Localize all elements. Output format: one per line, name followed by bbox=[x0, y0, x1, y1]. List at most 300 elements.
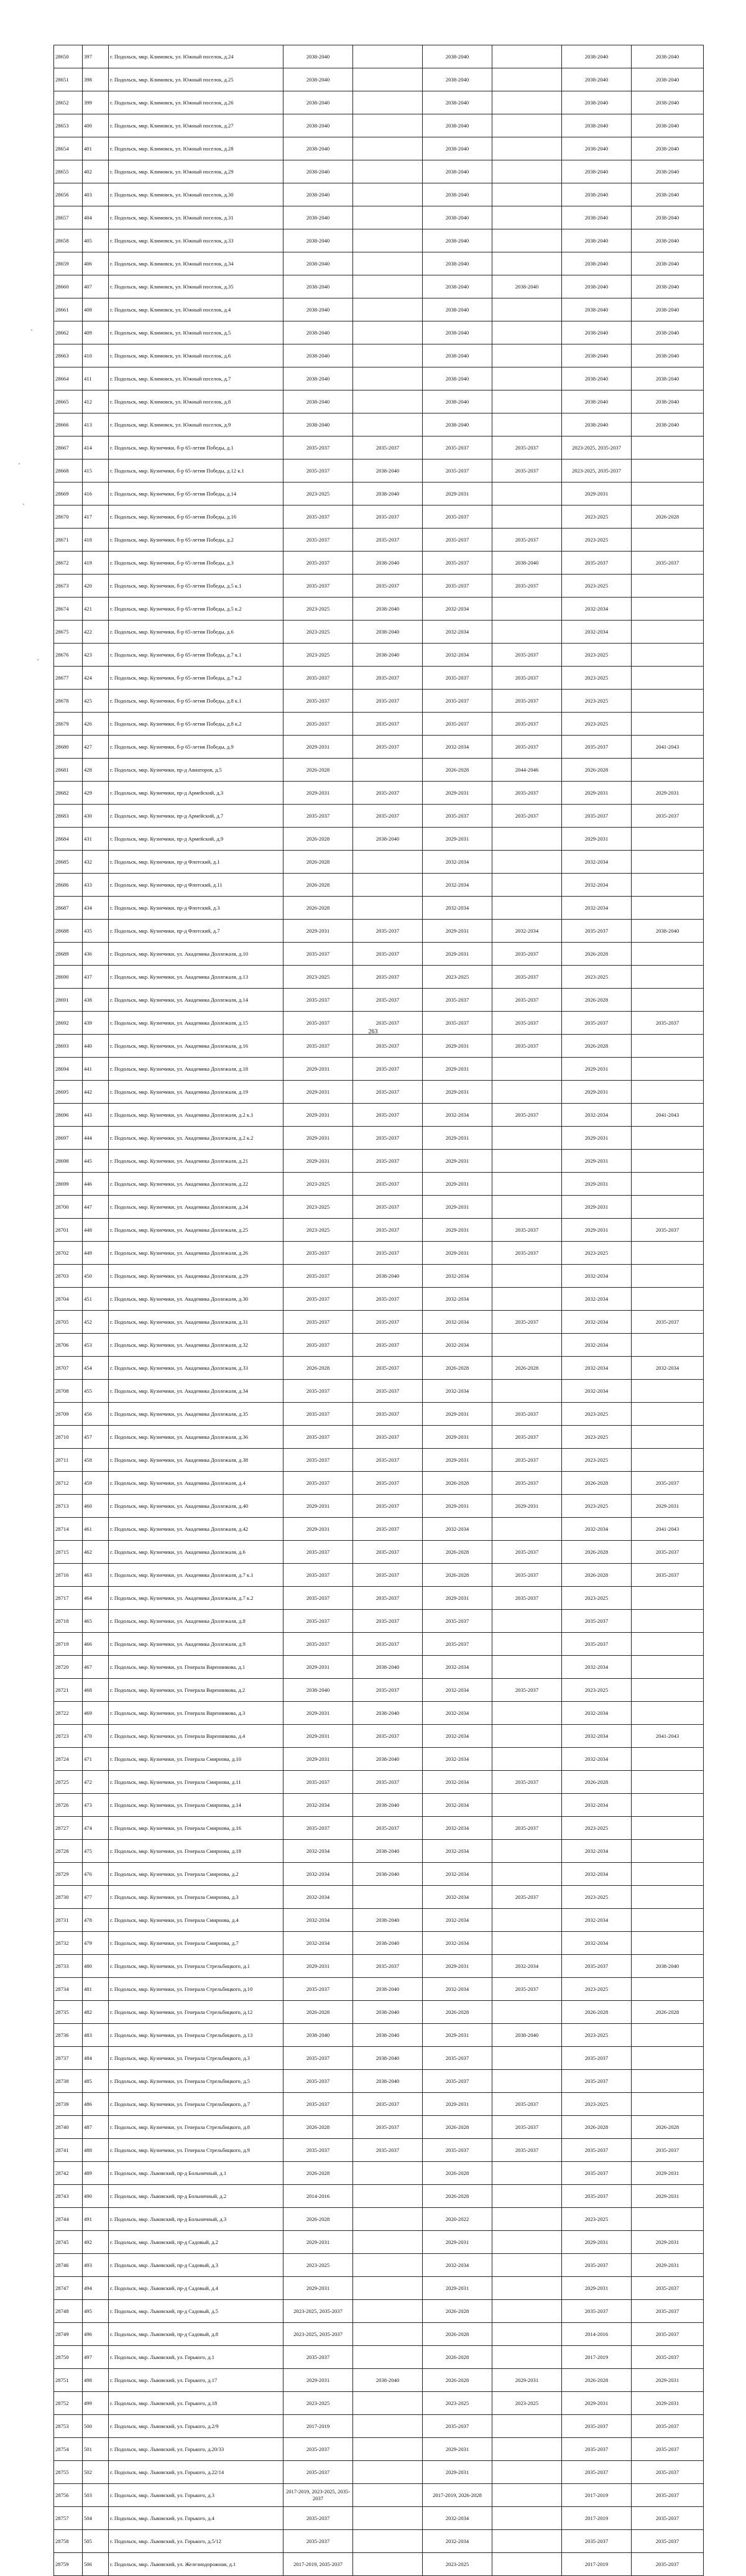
row-number-cell: 422 bbox=[83, 621, 109, 644]
row-id-cell: 28652 bbox=[54, 91, 83, 114]
row-number-cell: 398 bbox=[83, 68, 109, 91]
period-1-cell: 2035-2037 bbox=[283, 506, 353, 529]
address-cell: г. Подольск, мкр. Климовск, ул. Южный поселок, д.30 bbox=[109, 183, 283, 206]
period-2-cell: 2035-2037 bbox=[353, 782, 423, 805]
period-6-cell bbox=[632, 1127, 704, 1150]
address-cell: г. Подольск, мкр. Львовский, пр-д Садовый, д.4 bbox=[109, 2277, 283, 2300]
period-4-cell bbox=[492, 2277, 562, 2300]
period-6-cell: 2038-2040 bbox=[632, 160, 704, 183]
period-5-cell: 2035-2037 bbox=[562, 2139, 632, 2162]
address-cell: г. Подольск, мкр. Климовск, ул. Южный поселок, д.8 bbox=[109, 390, 283, 413]
row-id-cell: 28750 bbox=[54, 2346, 83, 2369]
period-3-cell: 2032-2034 bbox=[423, 1886, 492, 1909]
row-id-cell: 28728 bbox=[54, 1840, 83, 1863]
period-3-cell: 2026-2028 bbox=[423, 2346, 492, 2369]
row-id-cell: 28745 bbox=[54, 2231, 83, 2254]
period-3-cell: 2032-2034 bbox=[423, 598, 492, 621]
table-row bbox=[54, 575, 704, 598]
period-2-cell: 2035-2037 bbox=[353, 575, 423, 598]
period-6-cell bbox=[632, 1196, 704, 1219]
row-number-cell: 405 bbox=[83, 229, 109, 252]
period-3-cell: 2032-2034 bbox=[423, 2530, 492, 2553]
period-3-cell: 2038-2040 bbox=[423, 252, 492, 275]
row-number-cell: 485 bbox=[83, 2070, 109, 2093]
period-3-cell: 2035-2037 bbox=[423, 575, 492, 598]
period-6-cell bbox=[632, 1150, 704, 1173]
period-6-cell: 2041-2043 bbox=[632, 1518, 704, 1541]
table-row bbox=[54, 2369, 704, 2392]
period-5-cell: 2026-2028 bbox=[562, 1035, 632, 1058]
period-2-cell: 2035-2037 bbox=[353, 1449, 423, 1472]
period-4-cell: 2038-2040 bbox=[492, 2024, 562, 2047]
period-3-cell: 2029-2031 bbox=[423, 1426, 492, 1449]
period-6-cell: 2029-2031 bbox=[632, 2185, 704, 2208]
address-cell: г. Подольск, мкр. Климовск, ул. Южный поселок, д.34 bbox=[109, 252, 283, 275]
table-row bbox=[54, 206, 704, 229]
period-1-cell: 2026-2028 bbox=[283, 874, 353, 897]
row-id-cell: 28752 bbox=[54, 2392, 83, 2415]
table-row bbox=[54, 1564, 704, 1587]
period-2-cell: 2035-2037 bbox=[353, 1357, 423, 1380]
row-id-cell: 28700 bbox=[54, 1196, 83, 1219]
period-3-cell: 2026-2028 bbox=[423, 2185, 492, 2208]
period-5-cell: 2038-2040 bbox=[562, 413, 632, 436]
period-3-cell: 2032-2034 bbox=[423, 1288, 492, 1311]
period-5-cell: 2032-2034 bbox=[562, 874, 632, 897]
period-6-cell: 2038-2040 bbox=[632, 45, 704, 68]
period-6-cell bbox=[632, 1886, 704, 1909]
period-6-cell: 2041-2043 bbox=[632, 1104, 704, 1127]
table-row bbox=[54, 2323, 704, 2346]
period-1-cell: 2029-2031 bbox=[283, 1955, 353, 1978]
period-5-cell: 2029-2031 bbox=[562, 1081, 632, 1104]
period-5-cell: 2032-2034 bbox=[562, 1656, 632, 1679]
period-4-cell: 2035-2037 bbox=[492, 690, 562, 713]
address-cell: г. Подольск, мкр. Кузнечики, пр-д Флотский, д.3 bbox=[109, 897, 283, 920]
address-cell: г. Подольск, мкр. Львовский, ул. Горького, д.5/12 bbox=[109, 2530, 283, 2553]
period-6-cell: 2038-2040 bbox=[632, 91, 704, 114]
period-4-cell: 2023-2025 bbox=[492, 2392, 562, 2415]
period-3-cell: 2029-2031 bbox=[423, 1173, 492, 1196]
period-6-cell: 2029-2031 bbox=[632, 2231, 704, 2254]
period-4-cell bbox=[492, 2461, 562, 2484]
period-2-cell: 2038-2040 bbox=[353, 1909, 423, 1932]
row-number-cell: 419 bbox=[83, 552, 109, 575]
period-1-cell: 2035-2037 bbox=[283, 1403, 353, 1426]
address-cell: г. Подольск, мкр. Кузнечики, ул. Академика Доллежаля, д.31 bbox=[109, 1311, 283, 1334]
period-2-cell bbox=[353, 851, 423, 874]
period-5-cell: 2038-2040 bbox=[562, 68, 632, 91]
period-5-cell: 2035-2037 bbox=[562, 920, 632, 943]
row-id-cell: 28715 bbox=[54, 1541, 83, 1564]
period-3-cell: 2035-2037 bbox=[423, 667, 492, 690]
period-2-cell bbox=[353, 2300, 423, 2323]
period-1-cell: 2023-2025 bbox=[283, 2392, 353, 2415]
period-5-cell: 2029-2031 bbox=[562, 2231, 632, 2254]
row-id-cell: 28676 bbox=[54, 644, 83, 667]
table-row bbox=[54, 1541, 704, 1564]
address-cell: г. Подольск, мкр. Кузнечики, ул. Академика Доллежаля, д.35 bbox=[109, 1403, 283, 1426]
period-4-cell: 2035-2037 bbox=[492, 713, 562, 736]
period-2-cell: 2035-2037 bbox=[353, 1679, 423, 1702]
row-id-cell: 28651 bbox=[54, 68, 83, 91]
period-2-cell bbox=[353, 2553, 423, 2576]
period-4-cell bbox=[492, 1288, 562, 1311]
period-1-cell: 2035-2037 bbox=[283, 1449, 353, 1472]
period-2-cell: 2035-2037 bbox=[353, 1288, 423, 1311]
period-1-cell: 2038-2040 bbox=[283, 344, 353, 367]
row-id-cell: 28705 bbox=[54, 1311, 83, 1334]
period-5-cell: 2038-2040 bbox=[562, 137, 632, 160]
period-1-cell: 2029-2031 bbox=[283, 782, 353, 805]
address-cell: г. Подольск, мкр. Климовск, ул. Южный поселок, д.26 bbox=[109, 91, 283, 114]
period-1-cell: 2017-2019 bbox=[283, 2415, 353, 2438]
row-id-cell: 28749 bbox=[54, 2323, 83, 2346]
period-1-cell: 2035-2037 bbox=[283, 2047, 353, 2070]
period-2-cell: 2035-2037 bbox=[353, 1242, 423, 1265]
period-4-cell bbox=[492, 1863, 562, 1886]
address-cell: г. Подольск, мкр. Климовск, ул. Южный поселок, д.29 bbox=[109, 160, 283, 183]
period-2-cell bbox=[353, 321, 423, 344]
address-cell: г. Подольск, мкр. Кузнечики, ул. Генерала Варенникова, д.3 bbox=[109, 1702, 283, 1725]
period-6-cell bbox=[632, 759, 704, 782]
address-cell: г. Подольск, мкр. Климовск, ул. Южный поселок, д.33 bbox=[109, 229, 283, 252]
period-2-cell: 2038-2040 bbox=[353, 598, 423, 621]
row-id-cell: 28740 bbox=[54, 2116, 83, 2139]
period-4-cell: 2035-2037 bbox=[492, 1978, 562, 2001]
period-1-cell: 2035-2037 bbox=[283, 943, 353, 966]
row-id-cell: 28722 bbox=[54, 1702, 83, 1725]
period-2-cell bbox=[353, 91, 423, 114]
table-row bbox=[54, 2438, 704, 2461]
address-cell: г. Подольск, мкр. Кузнечики, ул. Генерала Стрельбицкого, д.7 bbox=[109, 2093, 283, 2116]
address-cell: г. Подольск, мкр. Кузнечики, ул. Генерала Стрельбицкого, д.1 bbox=[109, 1955, 283, 1978]
period-6-cell: 2035-2037 bbox=[632, 552, 704, 575]
period-2-cell: 2038-2040 bbox=[353, 2070, 423, 2093]
period-4-cell bbox=[492, 183, 562, 206]
period-1-cell: 2026-2028 bbox=[283, 1357, 353, 1380]
period-4-cell bbox=[492, 252, 562, 275]
table-row bbox=[54, 1196, 704, 1219]
row-number-cell: 439 bbox=[83, 1012, 109, 1035]
table-row bbox=[54, 736, 704, 759]
period-6-cell: 2038-2040 bbox=[632, 321, 704, 344]
period-5-cell: 2023-2025 bbox=[562, 575, 632, 598]
row-id-cell: 28694 bbox=[54, 1058, 83, 1081]
period-2-cell: 2035-2037 bbox=[353, 1817, 423, 1840]
period-6-cell: 2035-2037 bbox=[632, 1541, 704, 1564]
row-id-cell: 28718 bbox=[54, 1610, 83, 1633]
period-3-cell: 2029-2031 bbox=[423, 1196, 492, 1219]
row-id-cell: 28692 bbox=[54, 1012, 83, 1035]
row-id-cell: 28723 bbox=[54, 1725, 83, 1748]
period-6-cell bbox=[632, 2208, 704, 2231]
table-row bbox=[54, 252, 704, 275]
address-cell: г. Подольск, мкр. Львовский, ул. Горького, д.4 bbox=[109, 2507, 283, 2530]
address-cell: г. Подольск, мкр. Кузнечики, ул. Академика Доллежаля, д.10 bbox=[109, 943, 283, 966]
period-2-cell: 2038-2040 bbox=[353, 2024, 423, 2047]
period-6-cell: 2035-2037 bbox=[632, 1564, 704, 1587]
period-4-cell bbox=[492, 321, 562, 344]
table-row bbox=[54, 1242, 704, 1265]
row-number-cell: 401 bbox=[83, 137, 109, 160]
period-4-cell bbox=[492, 2438, 562, 2461]
period-5-cell: 2035-2037 bbox=[562, 552, 632, 575]
row-number-cell: 506 bbox=[83, 2553, 109, 2576]
period-4-cell: 2035-2037 bbox=[492, 1426, 562, 1449]
period-1-cell: 2026-2028 bbox=[283, 2162, 353, 2185]
address-cell: г. Подольск, мкр. Кузнечики, ул. Академика Доллежаля, д.19 bbox=[109, 1081, 283, 1104]
row-id-cell: 28753 bbox=[54, 2415, 83, 2438]
period-4-cell: 2035-2037 bbox=[492, 529, 562, 552]
row-number-cell: 431 bbox=[83, 828, 109, 851]
row-number-cell: 449 bbox=[83, 1242, 109, 1265]
period-4-cell bbox=[492, 390, 562, 413]
period-4-cell bbox=[492, 2208, 562, 2231]
period-5-cell: 2035-2037 bbox=[562, 1610, 632, 1633]
row-number-cell: 421 bbox=[83, 598, 109, 621]
row-id-cell: 28731 bbox=[54, 1909, 83, 1932]
period-3-cell: 2026-2028 bbox=[423, 1357, 492, 1380]
period-5-cell: 2026-2028 bbox=[562, 1771, 632, 1794]
period-1-cell: 2035-2037 bbox=[283, 2438, 353, 2461]
address-cell: г. Подольск, мкр. Львовский, ул. Горького, д.22/14 bbox=[109, 2461, 283, 2484]
table-row bbox=[54, 2277, 704, 2300]
period-1-cell: 2035-2037 bbox=[283, 1012, 353, 1035]
period-5-cell: 2026-2028 bbox=[562, 1541, 632, 1564]
row-id-cell: 28757 bbox=[54, 2507, 83, 2530]
period-4-cell: 2035-2037 bbox=[492, 2139, 562, 2162]
period-3-cell: 2026-2028 bbox=[423, 2162, 492, 2185]
period-2-cell: 2035-2037 bbox=[353, 1495, 423, 1518]
period-4-cell: 2035-2037 bbox=[492, 436, 562, 459]
table-row bbox=[54, 2208, 704, 2231]
table-row bbox=[54, 1426, 704, 1449]
row-number-cell: 461 bbox=[83, 1518, 109, 1541]
row-number-cell: 481 bbox=[83, 1978, 109, 2001]
row-id-cell: 28664 bbox=[54, 367, 83, 390]
row-number-cell: 499 bbox=[83, 2392, 109, 2415]
period-3-cell: 2038-2040 bbox=[423, 367, 492, 390]
period-3-cell: 2035-2037 bbox=[423, 2415, 492, 2438]
table-row bbox=[54, 1081, 704, 1104]
period-4-cell: 2038-2040 bbox=[492, 275, 562, 298]
address-cell: г. Подольск, мкр. Кузнечики, ул. Генерала Варенникова, д.1 bbox=[109, 1656, 283, 1679]
period-6-cell: 2038-2040 bbox=[632, 68, 704, 91]
period-5-cell: 2023-2025 bbox=[562, 644, 632, 667]
period-4-cell bbox=[492, 1196, 562, 1219]
period-6-cell bbox=[632, 2024, 704, 2047]
period-4-cell bbox=[492, 229, 562, 252]
period-6-cell: 2038-2040 bbox=[632, 206, 704, 229]
period-5-cell: 2038-2040 bbox=[562, 91, 632, 114]
period-3-cell: 2038-2040 bbox=[423, 229, 492, 252]
period-6-cell: 2038-2040 bbox=[632, 390, 704, 413]
period-5-cell: 2023-2025 bbox=[562, 529, 632, 552]
address-cell: г. Подольск, мкр. Кузнечики, ул. Академика Доллежаля, д.29 bbox=[109, 1265, 283, 1288]
period-6-cell: 2035-2037 bbox=[632, 2139, 704, 2162]
period-5-cell: 2017-2019 bbox=[562, 2553, 632, 2576]
period-4-cell: 2032-2034 bbox=[492, 1955, 562, 1978]
period-2-cell: 2035-2037 bbox=[353, 690, 423, 713]
period-2-cell bbox=[353, 2254, 423, 2277]
period-3-cell: 2038-2040 bbox=[423, 183, 492, 206]
table-row bbox=[54, 1472, 704, 1495]
row-id-cell: 28746 bbox=[54, 2254, 83, 2277]
row-number-cell: 477 bbox=[83, 1886, 109, 1909]
address-cell: г. Подольск, мкр. Климовск, ул. Южный поселок, д.4 bbox=[109, 298, 283, 321]
period-6-cell bbox=[632, 436, 704, 459]
period-5-cell: 2032-2034 bbox=[562, 621, 632, 644]
address-cell: г. Подольск, мкр. Климовск, ул. Южный поселок, д.7 bbox=[109, 367, 283, 390]
period-6-cell: 2032-2034 bbox=[632, 1357, 704, 1380]
table-row bbox=[54, 1725, 704, 1748]
address-cell: г. Подольск, мкр. Кузнечики, ул. Генерала Стрельбицкого, д.10 bbox=[109, 1978, 283, 2001]
period-3-cell: 2032-2034 bbox=[423, 897, 492, 920]
row-id-cell: 28710 bbox=[54, 1426, 83, 1449]
row-id-cell: 28691 bbox=[54, 989, 83, 1012]
table-row bbox=[54, 1518, 704, 1541]
period-4-cell bbox=[492, 482, 562, 506]
table-row bbox=[54, 2392, 704, 2415]
row-number-cell: 475 bbox=[83, 1840, 109, 1863]
period-3-cell: 2032-2034 bbox=[423, 1334, 492, 1357]
period-3-cell: 2035-2037 bbox=[423, 2047, 492, 2070]
period-5-cell: 2032-2034 bbox=[562, 1265, 632, 1288]
period-6-cell: 2035-2037 bbox=[632, 2415, 704, 2438]
period-5-cell: 2032-2034 bbox=[562, 851, 632, 874]
period-3-cell: 2032-2034 bbox=[423, 1794, 492, 1817]
period-4-cell bbox=[492, 1150, 562, 1173]
period-6-cell: 2026-2028 bbox=[632, 506, 704, 529]
period-2-cell bbox=[353, 2185, 423, 2208]
period-2-cell bbox=[353, 1886, 423, 1909]
address-cell: г. Подольск, мкр. Кузнечики, ул. Генерала Смирнова, д.14 bbox=[109, 1794, 283, 1817]
address-cell: г. Подольск, мкр. Кузнечики, ул. Генерала Стрельбицкого, д.9 bbox=[109, 2139, 283, 2162]
period-5-cell: 2032-2034 bbox=[562, 1932, 632, 1955]
period-5-cell: 2038-2040 bbox=[562, 183, 632, 206]
period-2-cell: 2035-2037 bbox=[353, 1081, 423, 1104]
period-5-cell: 2023-2025 bbox=[562, 1403, 632, 1426]
address-cell: г. Подольск, мкр. Кузнечики, ул. Академика Доллежаля, д.4 bbox=[109, 1472, 283, 1495]
row-number-cell: 402 bbox=[83, 160, 109, 183]
row-id-cell: 28716 bbox=[54, 1564, 83, 1587]
period-5-cell: 2035-2037 bbox=[562, 736, 632, 759]
address-cell: г. Подольск, мкр. Кузнечики, ул. Генерала Смирнова, д.7 bbox=[109, 1932, 283, 1955]
period-6-cell: 2038-2040 bbox=[632, 920, 704, 943]
row-number-cell: 436 bbox=[83, 943, 109, 966]
table-row bbox=[54, 2047, 704, 2070]
period-6-cell: 2035-2037 bbox=[632, 1219, 704, 1242]
row-id-cell: 28714 bbox=[54, 1518, 83, 1541]
period-6-cell bbox=[632, 1702, 704, 1725]
period-4-cell bbox=[492, 2415, 562, 2438]
period-6-cell bbox=[632, 644, 704, 667]
period-5-cell: 2029-2031 bbox=[562, 1127, 632, 1150]
period-1-cell: 2032-2034 bbox=[283, 1886, 353, 1909]
row-number-cell: 495 bbox=[83, 2300, 109, 2323]
period-1-cell: 2035-2037 bbox=[283, 989, 353, 1012]
period-6-cell: 2038-2040 bbox=[632, 183, 704, 206]
period-1-cell: 2035-2037 bbox=[283, 690, 353, 713]
period-5-cell: 2032-2034 bbox=[562, 1909, 632, 1932]
row-number-cell: 443 bbox=[83, 1104, 109, 1127]
table-row bbox=[54, 1173, 704, 1196]
period-4-cell: 2035-2037 bbox=[492, 1311, 562, 1334]
period-2-cell bbox=[353, 2346, 423, 2369]
period-1-cell: 2035-2037 bbox=[283, 1311, 353, 1334]
period-6-cell bbox=[632, 897, 704, 920]
period-4-cell bbox=[492, 506, 562, 529]
row-id-cell: 28748 bbox=[54, 2300, 83, 2323]
period-4-cell bbox=[492, 874, 562, 897]
row-number-cell: 504 bbox=[83, 2507, 109, 2530]
table-row bbox=[54, 1863, 704, 1886]
row-number-cell: 489 bbox=[83, 2162, 109, 2185]
period-6-cell bbox=[632, 1334, 704, 1357]
period-5-cell: 2023-2025 bbox=[562, 667, 632, 690]
address-cell: г. Подольск, мкр. Кузнечики, б-р 65-летия Победы, д.9 bbox=[109, 736, 283, 759]
period-4-cell: 2035-2037 bbox=[492, 575, 562, 598]
row-id-cell: 28729 bbox=[54, 1863, 83, 1886]
period-2-cell: 2038-2040 bbox=[353, 459, 423, 482]
period-5-cell: 2023-2025 bbox=[562, 966, 632, 989]
row-id-cell: 28730 bbox=[54, 1886, 83, 1909]
period-6-cell bbox=[632, 1909, 704, 1932]
address-cell: г. Подольск, мкр. Кузнечики, ул. Академика Доллежаля, д.7 к.1 bbox=[109, 1564, 283, 1587]
period-3-cell: 2026-2028 bbox=[423, 759, 492, 782]
period-1-cell: 2029-2031 bbox=[283, 2277, 353, 2300]
address-cell: г. Подольск, мкр. Кузнечики, ул. Генерала Смирнова, д.2 bbox=[109, 1863, 283, 1886]
period-4-cell bbox=[492, 1081, 562, 1104]
period-3-cell: 2032-2034 bbox=[423, 1518, 492, 1541]
period-2-cell bbox=[353, 874, 423, 897]
address-cell: г. Подольск, мкр. Львовский, ул. Горького, д.1 bbox=[109, 2346, 283, 2369]
period-6-cell bbox=[632, 1932, 704, 1955]
table-row bbox=[54, 966, 704, 989]
period-1-cell: 2035-2037 bbox=[283, 2070, 353, 2093]
period-1-cell: 2038-2040 bbox=[283, 45, 353, 68]
period-6-cell: 2029-2031 bbox=[632, 2369, 704, 2392]
address-cell: г. Подольск, мкр. Кузнечики, ул. Генерала Смирнова, д.11 bbox=[109, 1771, 283, 1794]
period-3-cell: 2035-2037 bbox=[423, 2139, 492, 2162]
row-number-cell: 409 bbox=[83, 321, 109, 344]
period-1-cell: 2035-2037 bbox=[283, 2530, 353, 2553]
period-1-cell: 2032-2034 bbox=[283, 1863, 353, 1886]
period-4-cell: 2032-2034 bbox=[492, 920, 562, 943]
row-number-cell: 408 bbox=[83, 298, 109, 321]
period-3-cell: 2038-2040 bbox=[423, 114, 492, 137]
address-cell: г. Подольск, мкр. Кузнечики, пр-д Авиаторов, д.5 bbox=[109, 759, 283, 782]
period-2-cell: 2038-2040 bbox=[353, 1748, 423, 1771]
period-1-cell: 2035-2037 bbox=[283, 2139, 353, 2162]
period-2-cell bbox=[353, 68, 423, 91]
period-2-cell: 2038-2040 bbox=[353, 644, 423, 667]
address-cell: г. Подольск, мкр. Кузнечики, пр-д Армейский, д.9 bbox=[109, 828, 283, 851]
period-2-cell bbox=[353, 252, 423, 275]
table-row bbox=[54, 989, 704, 1012]
row-number-cell: 480 bbox=[83, 1955, 109, 1978]
period-5-cell: 2026-2028 bbox=[562, 2116, 632, 2139]
period-5-cell: 2038-2040 bbox=[562, 252, 632, 275]
period-6-cell bbox=[632, 667, 704, 690]
table-row bbox=[54, 137, 704, 160]
period-4-cell: 2026-2028 bbox=[492, 1357, 562, 1380]
row-id-cell: 28666 bbox=[54, 413, 83, 436]
period-1-cell: 2023-2025 bbox=[283, 1219, 353, 1242]
period-1-cell: 2023-2025, 2035-2037 bbox=[283, 2323, 353, 2346]
period-2-cell: 2038-2040 bbox=[353, 1794, 423, 1817]
